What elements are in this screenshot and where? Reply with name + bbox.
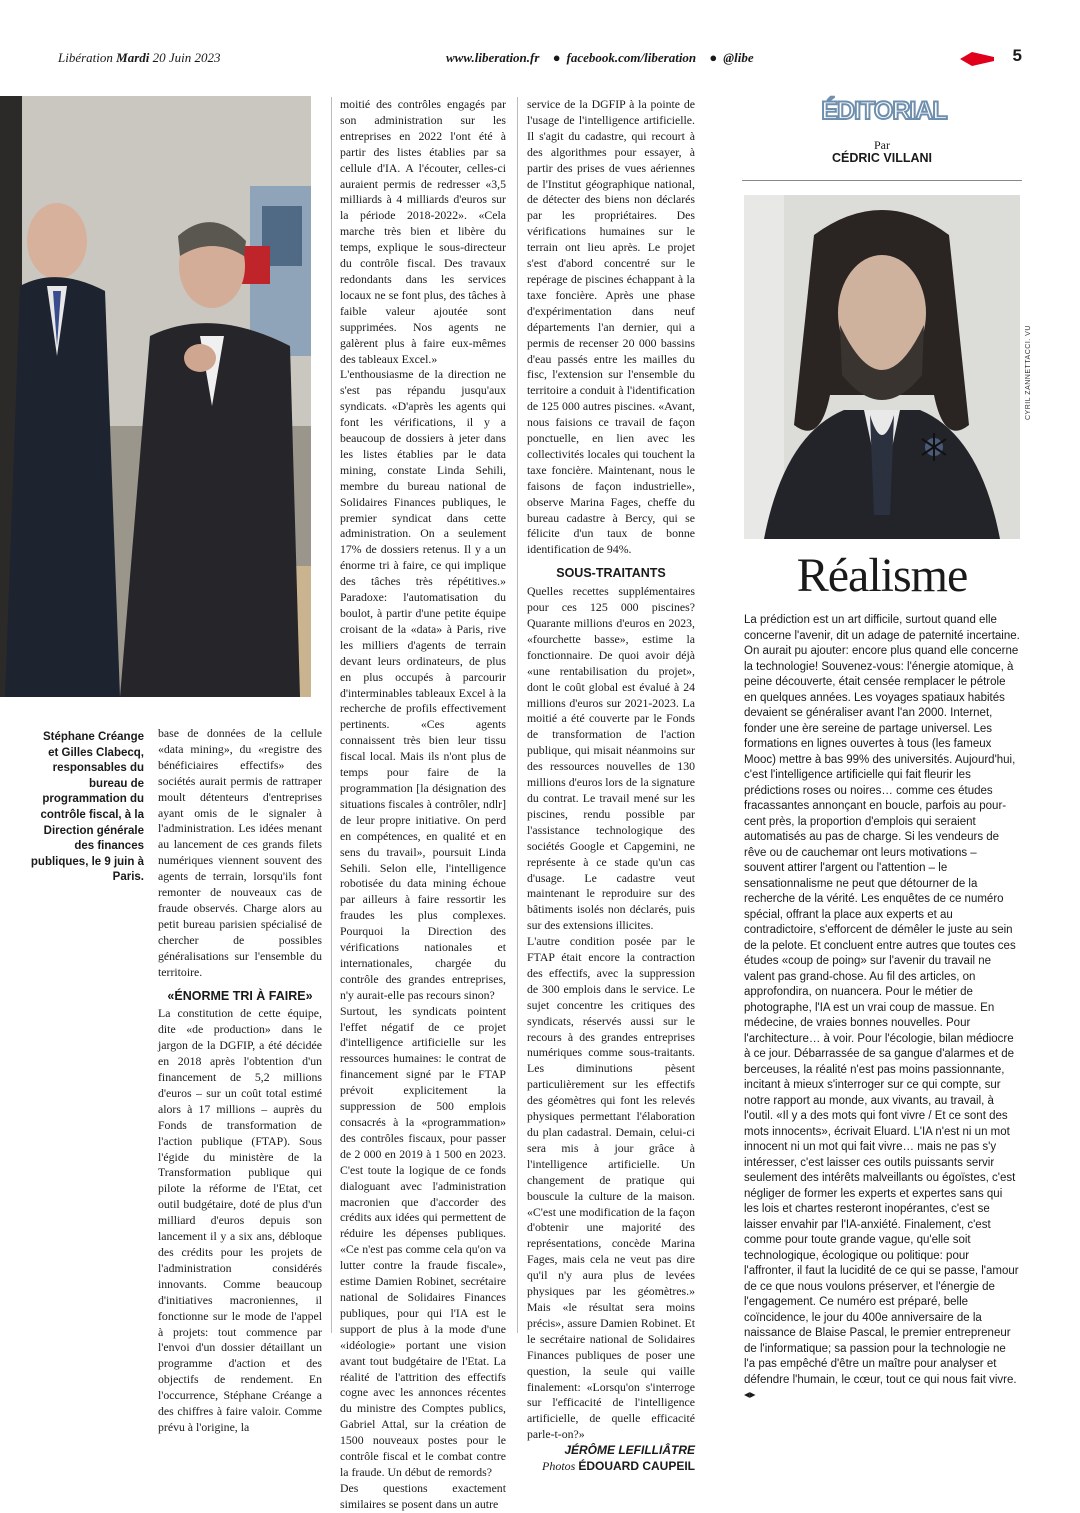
website-link[interactable]: www.liberation.fr <box>446 50 540 65</box>
paper-name: Libération <box>58 50 113 65</box>
main-photo <box>0 96 311 697</box>
column-divider <box>331 97 332 1333</box>
article-column-2 <box>340 97 506 1511</box>
editorial-par: Par <box>874 138 890 152</box>
editorial-heading-text: ÉDITORIAL <box>821 97 947 125</box>
photo-caption: Stéphane Créange et Gilles Clabecq, responsables du bureau de programmation du contrôle fiscal, à la Direction générale des finances publiques, le 9 juin à Paris. <box>30 731 144 884</box>
facebook-icon: ● <box>552 50 561 65</box>
header-links <box>446 50 754 66</box>
facebook-link[interactable]: facebook.com/liberation <box>566 50 697 65</box>
photo-credit: CYRIL ZANNETTACCI. VU <box>1025 325 1032 420</box>
editorial-heading <box>822 88 946 128</box>
paragraph: base de données de la cellule «data mining», du «registre des bénéficiaires effectifs» des sociétés aurait permis de rattraper moult détenteurs d'entreprises ayant omis de le signaler à l'administration. Les idées menant au lancement de ces grands filets numériques viennent souvent des agents de terrain, lorsqu'ils font remonter de nouveaux cas de fraude observés. Charge alors au petit bureau parisien spécialisé de chercher de possibles généralisations sur l'ensemble du territoire. <box>158 726 322 979</box>
header-date <box>58 50 221 66</box>
paragraph: Des questions exactement similaires se posent dans un autre <box>340 1480 506 1511</box>
editorial-body: La prédiction est un art difficile, surtout quand elle concerne l'avenir, dit un adage de paternité incertaine. On aurait pu ajouter: encore plus quand elle concerne la technologie! Souvenez-vous: l'énergie atomique, à peine découverte, était censée remplacer le pétrole en quelques années. Les voyages spatiaux habités devaient se généraliser avant l'an 2000. Internet, fonder une ère sereine de partage universel. Les formations en lignes ouvertes à tous (les fameux Mooc) mettre à bas 99% des universités. Aujourd'hui, c'est l'intelligence artificielle qui fait fleurir les prédictions roses ou noires… comme ces études fracassantes annonçant en boucle, parfois au pour-cent près, la proportion d'emplois qui seraient automatisés au pas de charge. Si les vendeurs de rêve ou de cauchemar ont leurs motivations – souvent attirer l'argent ou l'attention – le sensationnalisme ne peut que détourner de la recherche de la vérité. Les enquêtes de ce numéro spécial, offrant la place aux experts et au contradictoire, s'efforcent de démêler le juste au sein de la pelote. Et concluent entre autres que toutes ces études «coup de poing» sur l'avenir du travail ne valent pas grand-chose. Au fil des articles, on approfondira, on nuancera. Pour le métier de photographe, l'IA est un vrai coup de massue. En médecine, de vraies bonnes nouvelles. Pour l'architecture… à voir. Pour l'écologie, bilan médiocre à ce jour. Débarrassée de sa gangue d'alarmes et de berceuses, la réalité n'est pas moins passionnante, incitant à mieux s'interroger sur ce qui compte, sur notre rapport au monde, aux vivants, au travail, à l'outil. «Il y a des mots qui font vivre / Et ce sont des mots innocents», écrivait Eluard. L'IA n'est ni un mot innocent ni un mot qui fait vivre… mais ne pas s'y intéresser, c'est laisser ces outils puissants servir seulement des intérêts malveillants ou égoïstes, c'est négliger de former les experts et expertes sans qui les lois et chartes resteront inopérantes, c'est se laisser envahir par l'IA-anxiété. Finalement, c'est comme pour toute grande vague, qu'elle soit technologique, écologique ou politique: pour l'affronter, il faut la lucidité de ce qui se passe, l'amour de ce que nous voulons préserver, et l'énergie de l'engagement. Ce numéro est préparé, belle coïncidence, le jour du 400e anniversaire de la naissance de Blaise Pascal, le premier entrepreneur de l'informatique; sa passion pour la technologie ne l'a pas empêché d'être un maître pour analyser et défendre l'humain, le cœur, tout ce qui nous fait vivre. ◂▸ <box>744 614 1020 1401</box>
paragraph: Quelles recettes supplémentaires pour ces 125 000 piscines? Quarante millions d'euros en 2023, «fourchette basse», estime la fonctionnaire. De quoi avoir déjà «une rentabilisation du projet», dont le coût global est évalué à 24 millions d'euros sur 2021-2023. La moitié a été couverte par le Fonds de transformation de l'action publique, qui misait néanmoins sur des ressources nouvelles de 130 millions d'euros lors de la signature du contrat. Le travail mené sur les piscines, rendu possible par l'assistance technologique des sociétés Google et Capgemini, ne représente à ce stade qu'un cas d'usage. Le cadastre veut maintenant le reproduire sur des bâtiments isolés non déclarés, puis sur des extensions illicites. <box>527 584 695 933</box>
paragraph: L'autre condition posée par le FTAP était encore la contraction des effectifs, avec la suppression de 300 emplois dans le service. Le sujet concentre les critiques des syndicats, réservés aussi sur le recours à des grandes entreprises numériques comme sous-traitants. Les diminutions pèsent particulièrement sur les effectifs des géomètres qui font les relevés physiques permettant l'élaboration du plan cadastral. Demain, celui-ci sera mis à jour grâce à l'intelligence artificielle. Un changement de pratique qui bouscule la culture de la maison. «C'est une modification de la façon d'obtenir une majorité des représentations, concède Marina Fages, mais cela ne veut pas dire qu'il n'y aura plus de levées physiques par les géomètres.» Mais «le résultat sera moins précis», assure Damien Robinet. Et le secrétaire national de Solidaires Finances publiques de poser une question, la seule qui vaille finalement: «Lorsqu'on s'interroge sur l'efficacité de l'intelligence artificielle, de quelle efficacité parle-t-on?» <box>527 934 695 1442</box>
article-author: JÉRÔME LEFILLIÂTRE <box>564 1443 695 1458</box>
photos-label: Photos <box>541 1459 576 1474</box>
article-column-3 <box>527 97 695 1474</box>
page-number: 5 <box>1012 46 1022 65</box>
column-divider <box>517 97 518 1333</box>
article-column-1 <box>158 726 322 1436</box>
paragraph: La constitution de cette équipe, dite «de production» dans le jargon de la DGFIP, a été décidée en 2018 après l'obtention d'un financement de 5,2 millions d'euros – sur un coût total estimé alors à 17 millions – auprès du Fonds de transformation de l'action publique (FTAP). Sous l'égide du ministère de la Transformation publique qui pilote la réforme de l'Etat, cet outil budgétaire, doté de plus d'un milliard d'euros depuis son lancement il y a six ans, débloque des crédits pour les projets de l'administration considérés innovants. Comme beaucoup d'initiatives macroniennes, il fonctionne sur le mode de l'appel à projets: tout commence par l'envoi d'un dossier détaillant un programme d'action et des objectifs de rendement. En l'occurrence, Stéphane Créange a des chiffres à faire valoir. Comme prévu à l'origine, la <box>158 1006 322 1434</box>
photo-byline <box>527 1459 695 1475</box>
editorial-author: CÉDRIC VILLANI <box>832 151 932 165</box>
twitter-link[interactable]: @libe <box>723 50 754 65</box>
editorial-title: Réalisme <box>796 549 968 602</box>
paragraph: Surtout, les syndicats pointent l'effet négatif de ce projet d'intelligence artificielle sur les ressources humaines: le contrat de financement signé par le FTAP prévoit explicitement la suppression de 500 emplois consacrés à la «programmation» des contrôles fiscaux, pour passer de 2 000 en 2019 à 1 500 en 2023. C'est toute la logique de ce fonds dialoguant avec l'administration macronien que d'accorder des crédits aux idées qui permettent de réduire les dépenses publiques. «Ce n'est pas comme cela qu'on va lutter contre la fraude fiscale», estime Damien Robinet, secrétaire national de Solidaires Finances publiques, pour qui l'IA est le support de plus à la mode d'une «idéologie» portant une vision avant tout budgétaire de l'Etat. La réalité de l'attrition des effectifs cogne avec les annonces récentes du ministre des Comptes publics, Gabriel Attal, sur la création de 1500 nouveaux postes pour le contrôle fiscal et le combat contre la fraude. Un début de remords? <box>340 1003 506 1479</box>
editorial-rule <box>742 180 1022 181</box>
photographer-name: ÉDOUARD CAUPEIL <box>578 1459 695 1474</box>
page-header <box>58 48 1022 72</box>
liberation-arrow-icon <box>960 52 994 66</box>
paragraph: service de la DGFIP à la pointe de l'usage de l'intelligence artificielle. Il s'agit du cadastre, qui recourt à des algorithmes pour essayer, à partir des prises de vues aériennes de l'Institut géographique national, de détecter des biens non déclarés par les propriétaires. Des vérifications humaines sur le terrain ont lieu après. Le projet s'est d'abord concentré sur le repérage de piscines échappant à la taxe foncière. Après une phase d'expérimentation dans neuf départements l'an dernier, qui a permis de recenser 20 000 bassins d'eau passés entre les mailles du fisc, l'extension sur l'ensemble du territoire a conduit à l'identification de 125 000 autres piscines. «Avant, nous faisions ce travail de façon ponctuelle, en lien avec les collectivités locales qui touchent la taxe foncière. Maintenant, nous le faisons de façon industrielle», observe Marina Fages, cheffe du bureau cadastre à Bercy, qui se félicite d'un taux de bonne identification de 94%. <box>527 97 695 557</box>
paragraph: moitié des contrôles engagés par son administration sur les entreprises en 2022 l'ont été à partir des listes établies par sa cellule d'IA. A l'écouter, celles-ci auraient permis de redresser «3,5 milliards à 4 milliards d'euros sur la période 2018-2022». «Cela marche très bien et libère du temps, explique le sous-directeur du contrôle fiscal. Des travaux redondants dans les services locaux ne se font plus, des tâches à faible valeur ajoutée sont supprimées. Nos agents ne galèrent plus à faire eux-mêmes des tableaux Excel.» <box>340 97 506 366</box>
header-date-text: 20 Juin 2023 <box>152 50 221 65</box>
twitter-icon: ● <box>709 50 718 65</box>
paragraph: L'enthousiasme de la direction ne s'est pas répandu jusqu'aux syndicats. «D'après les agents qui font les vérifications, il y a beaucoup de dossiers à jeter dans les listes établies par le data mining, constate Linda Sehili, membre du bureau national de Solidaires Finances publiques, le premier syndicat dans cette administration. On a seulement 17% de dossiers retenus. Il y a un énorme tri à faire, ce qui implique des tâches très répétitives.» Paradoxe: l'automatisation du boulot, à partir d'une petite équipe croisant de la «data» à Paris, rive les milliers d'agents de terrain devant leurs ordinateurs, de plus en plus occupés à parcourir d'interminables tableaux Excel à la recherche de profils effectivement pertinents. «Ces agents connaissent très bien leur tissu fiscal local. Mais ils n'ont plus de temps pour faire de la programmation [la désignation des situations fiscales à contrôler, ndlr] de leur propre initiative. On perd en compétences, en qualité et en sens du travail», poursuit Linda Sehili. Selon elle, l'intelligence robotisée du data mining échoue par ailleurs à faire ressortir les fraudes les plus complexes. Pourquoi la Direction des vérifications nationales et internationales, chargée du contrôle des grandes entreprises, n'y aurait-elle pas recours sinon? <box>340 367 506 1002</box>
subhead-sous-traitants: SOUS-TRAITANTS <box>556 566 666 581</box>
subhead-enorme-tri: «ÉNORME TRI À FAIRE» <box>167 988 313 1003</box>
header-day: Mardi <box>116 50 150 65</box>
editorial-author-photo <box>744 195 1020 539</box>
